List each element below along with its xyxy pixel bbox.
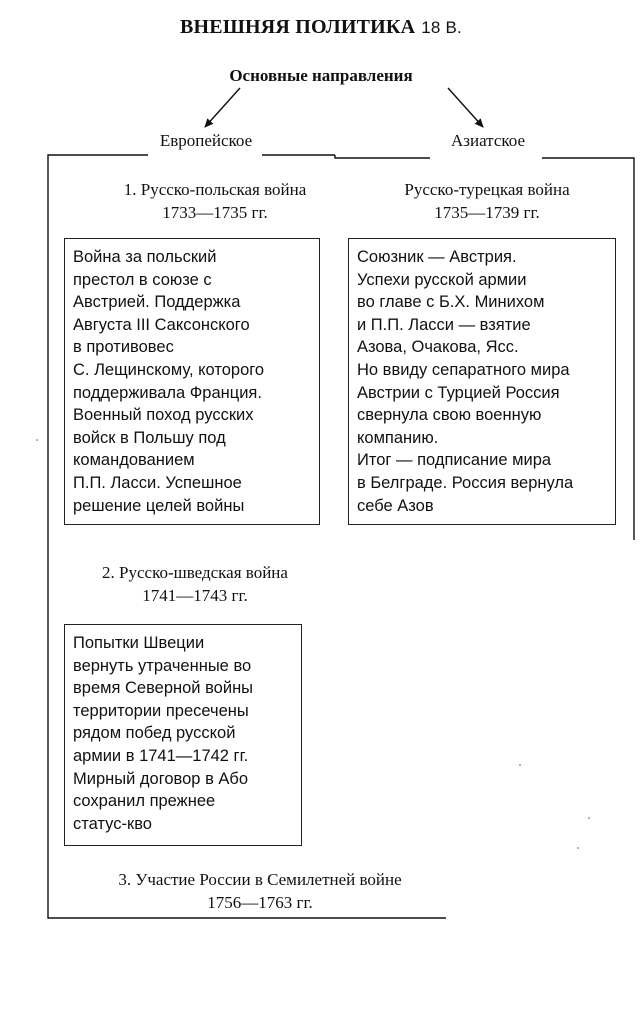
- asian-war-name: Русско-турецкая война: [404, 180, 570, 199]
- directions-label: Основные направления: [229, 66, 413, 85]
- asian-bracket: [335, 155, 430, 158]
- asian-war-line: себе Азов: [357, 496, 434, 515]
- war2-description-box: [64, 624, 302, 846]
- war2-line: время Северной войны: [73, 679, 254, 698]
- war1-heading: [50, 178, 380, 224]
- war1-description-box: [64, 238, 320, 525]
- asian-war-line: свернула свою военную: [357, 406, 542, 425]
- war1-line: Военный поход русских: [73, 406, 254, 425]
- asian-war-line: Союзник — Австрия.: [357, 248, 517, 266]
- war1-line: престол в союзе с: [73, 270, 212, 289]
- war2-line: Мирный договор в Або: [73, 769, 249, 788]
- war1-line: П.П. Ласси. Успешное: [73, 473, 242, 492]
- asian-war-heading: [340, 178, 634, 224]
- asian-war-line: Но ввиду сепаратного мира: [357, 360, 570, 379]
- war3-name: 3. Участие России в Семилетней войне: [118, 870, 402, 889]
- asian-war-line: во главе с Б.Х. Минихом: [357, 293, 545, 312]
- war1-line: С. Лещинскому, которого: [73, 360, 265, 379]
- war1-line: Австрией. Поддержка: [73, 293, 241, 312]
- asian-war-line: Успехи русской армии: [357, 270, 527, 289]
- war2-line: сохранил прежнее: [73, 792, 216, 811]
- war1-line: поддерживала Франция.: [73, 383, 262, 402]
- war2-line: статус-кво: [73, 814, 152, 833]
- war1-name: 1. Русско-польская война: [123, 180, 307, 199]
- title-century: 18 В.: [421, 18, 462, 37]
- arrow-to-european: [205, 88, 240, 127]
- arrow-to-asian: [448, 88, 483, 127]
- asian-war-line: в Белграде. Россия вернула: [357, 473, 574, 492]
- asian-war-line: Австрии с Турцией Россия: [357, 383, 560, 402]
- asian-war-years: 1735—1739 гг.: [434, 203, 540, 222]
- war2-heading: [30, 561, 360, 607]
- war1-line: командованием: [73, 451, 195, 470]
- war2-line: Попытки Швеции: [73, 634, 205, 652]
- war1-line: Августа III Саксонского: [73, 315, 250, 334]
- war1-years: 1733—1735 гг.: [162, 203, 268, 222]
- war2-line: вернуть утраченные во: [73, 656, 252, 675]
- page-title: [0, 16, 642, 39]
- asian-war-line: Итог — подписание мира: [357, 451, 552, 470]
- war3-years: 1756—1763 гг.: [207, 893, 313, 912]
- asian-war-line: и П.П. Ласси — взятие: [357, 315, 531, 334]
- war2-line: армии в 1741—1742 гг.: [73, 746, 249, 765]
- war2-name: 2. Русско-шведская война: [102, 563, 288, 582]
- war3-heading: [60, 868, 460, 914]
- title-main: ВНЕШНЯЯ ПОЛИТИКА: [180, 16, 416, 38]
- war1-line: в противовес: [73, 338, 174, 357]
- war2-years: 1741—1743 гг.: [142, 586, 248, 605]
- asian-war-description-box: [348, 238, 616, 525]
- asian-war-line: Азова, Очакова, Ясс.: [357, 338, 519, 357]
- war1-line: Война за польский: [73, 248, 217, 266]
- asian-war-line: компанию.: [357, 428, 439, 447]
- war1-line: войск в Польшу под: [73, 428, 226, 447]
- european-label: Европейское: [159, 131, 253, 150]
- war2-line: рядом побед русской: [73, 724, 236, 743]
- asian-label: Азиатское: [450, 131, 526, 150]
- war1-line: решение целей войны: [73, 496, 245, 515]
- war2-line: территории пресечены: [73, 701, 249, 720]
